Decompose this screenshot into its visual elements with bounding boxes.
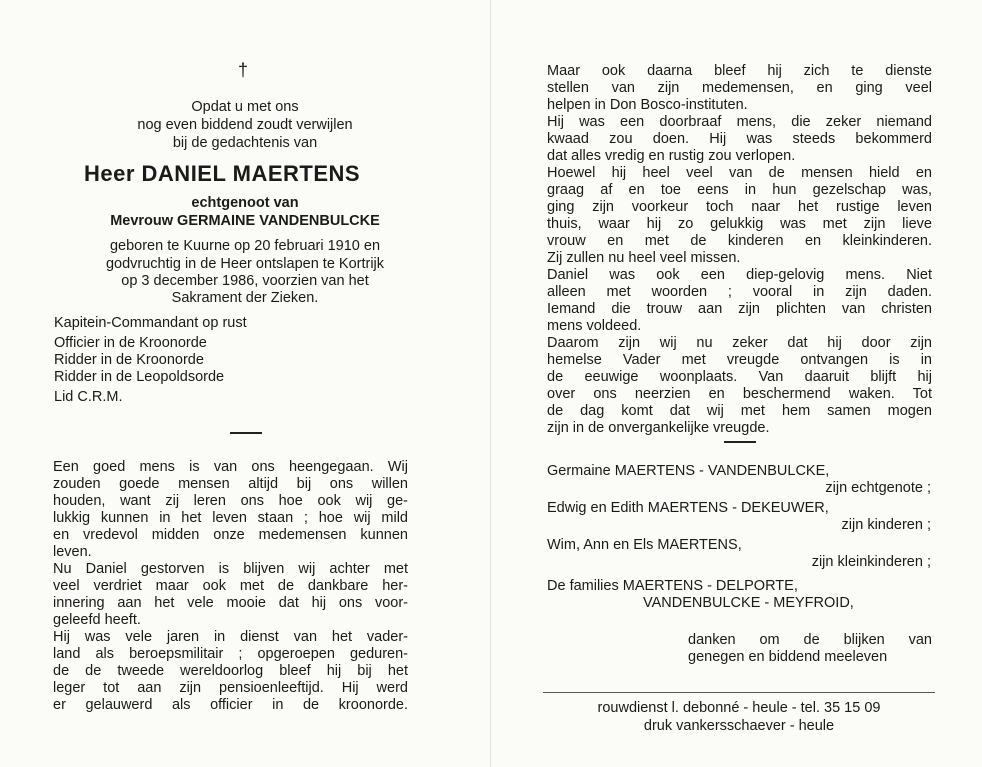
- body-line: Daarom zijn wij nu zeker dat hij door zijn: [547, 335, 932, 351]
- spouse-name: Mevrouw GERMAINE VANDENBULCKE: [110, 213, 380, 229]
- body-line: helpen in Don Bosco-instituten.: [547, 97, 748, 113]
- life-detail-line: op 3 december 1986, voorzien van het: [121, 273, 369, 289]
- title-line: Lid C.R.M.: [54, 389, 123, 405]
- body-line: Hij was vele jaren in dienst van het vader-: [53, 629, 408, 645]
- families-line: VANDENBULCKE - MEYFROID,: [643, 595, 854, 611]
- life-detail-line: Sakrament der Zieken.: [171, 290, 319, 306]
- body-line: Iemand die trouw aan zijn plichten van christen: [547, 301, 932, 317]
- body-line: zijn in de onvergankelijke vreugde.: [547, 420, 770, 436]
- body-line: Een goed mens is van ons heengegaan. Wij: [53, 459, 408, 475]
- families-line: De families MAERTENS - DELPORTE,: [547, 578, 798, 594]
- body-line: houden, want zij leren ons hoe ook wij ge-: [53, 493, 408, 509]
- title-line: Kapitein-Commandant op rust: [54, 315, 247, 331]
- body-line: land als beroepsmilitair ; opgeroepen geduren-: [53, 646, 408, 662]
- left-page: [0, 0, 490, 767]
- body-line: Hij was een doorbraaf mens, die zeker niemand: [547, 114, 932, 130]
- body-line: dat alles vredig en rustig zou verlopen.: [547, 148, 796, 164]
- body-line: en vredevol midden onze medemensen kunnen: [53, 527, 408, 543]
- right-page: [491, 0, 982, 767]
- body-line: Nu Daniel gestorven is blijven wij achter met: [53, 561, 408, 577]
- intro-line: nog even biddend zoudt verwijlen: [137, 117, 353, 133]
- family-names: Germaine MAERTENS - VANDENBULCKE,: [547, 463, 830, 479]
- body-line: hemelse Vader met vreugde ontvangen is in: [547, 352, 932, 368]
- body-line: vrouw en met de kinderen en kleinkinderen.: [547, 233, 932, 249]
- body-line: Maar ook daarna bleef hij zich te dienste: [547, 63, 932, 79]
- body-line: thuis, waar hij zo gelukkig was met zijn lieve: [547, 216, 932, 232]
- body-line: de de tweede wereldoorlog bleef hij bij het: [53, 663, 408, 679]
- body-line: Hoewel hij heel veel van de mensen hield en: [547, 165, 932, 181]
- body-line: er gelauwerd als officier in de kroonorde.: [53, 697, 408, 713]
- family-names: Wim, Ann en Els MAERTENS,: [547, 537, 742, 553]
- body-line: leven.: [53, 544, 92, 560]
- family-relation: zijn kinderen ;: [841, 517, 931, 533]
- section-divider: [724, 441, 756, 443]
- deceased-name: Heer DANIEL MAERTENS: [84, 161, 361, 186]
- body-line: lukkig kunnen in het leven staan ; hoe wij mild: [53, 510, 408, 526]
- body-line: stellen van zijn medemensen, en ging veel: [547, 80, 932, 96]
- body-line: over ons neerzien en beschermend waken. Tot: [547, 386, 932, 402]
- title-line: Ridder in de Kroonorde: [54, 352, 204, 368]
- body-line: de dag komt dat wij met hem samen mogen: [547, 403, 932, 419]
- body-line: geleefd heeft.: [53, 612, 141, 628]
- family-names: Edwig en Edith MAERTENS - DEKEUWER,: [547, 500, 829, 516]
- body-line: de eeuwige woonplaats. Van daaruit blijft hij: [547, 369, 932, 385]
- title-line: Ridder in de Leopoldsorde: [54, 369, 225, 385]
- thanks-line: danken om de blijken van: [688, 632, 932, 648]
- body-line: alleen met woorden ; vooral in zijn daden.: [547, 284, 932, 300]
- footer-line: druk vankersschaever - heule: [643, 718, 835, 734]
- family-relation: zijn kleinkinderen ;: [811, 554, 931, 570]
- life-detail-line: geboren te Kuurne op 20 februari 1910 en: [109, 238, 381, 254]
- life-detail-line: godvruchtig in de Heer ontslapen te Kortrijk: [105, 256, 385, 272]
- cross-symbol: †: [238, 60, 249, 80]
- body-line: veel verdriet maar ook met de dankbare her-: [53, 578, 408, 594]
- body-line: mens voldeed.: [547, 318, 642, 334]
- footer-line: rouwdienst l. debonné - heule - tel. 35 15 09: [597, 700, 881, 716]
- intro-line: Opdat u met ons: [191, 99, 299, 115]
- body-line: kwaad zou doen. Hij was steeds bekommerd: [547, 131, 932, 147]
- spouse-label: echtgenoot van: [191, 195, 299, 211]
- footer-rule: [543, 692, 935, 693]
- section-divider: [230, 432, 262, 434]
- thanks-line: genegen en biddend meeleven: [688, 649, 888, 665]
- body-line: zouden goede mensen altijd bij ons willen: [53, 476, 408, 492]
- body-line: graag af en toe eens in hun gezelschap was,: [547, 182, 932, 198]
- body-line: leger tot aan zijn pensioenleeftijd. Hij werd: [53, 680, 408, 696]
- body-line: Zij zullen nu heel veel missen.: [547, 250, 741, 266]
- body-line: innering aan het vele mooie dat hij ons voor-: [53, 595, 408, 611]
- body-line: ging zijn voorkeur toch naar het rustige leven: [547, 199, 932, 215]
- body-line: Daniel was ook een diep-gelovig mens. Niet: [547, 267, 932, 283]
- title-line: Officier in de Kroonorde: [54, 335, 207, 351]
- intro-line: bij de gedachtenis van: [172, 135, 318, 151]
- family-relation: zijn echtgenote ;: [825, 480, 931, 496]
